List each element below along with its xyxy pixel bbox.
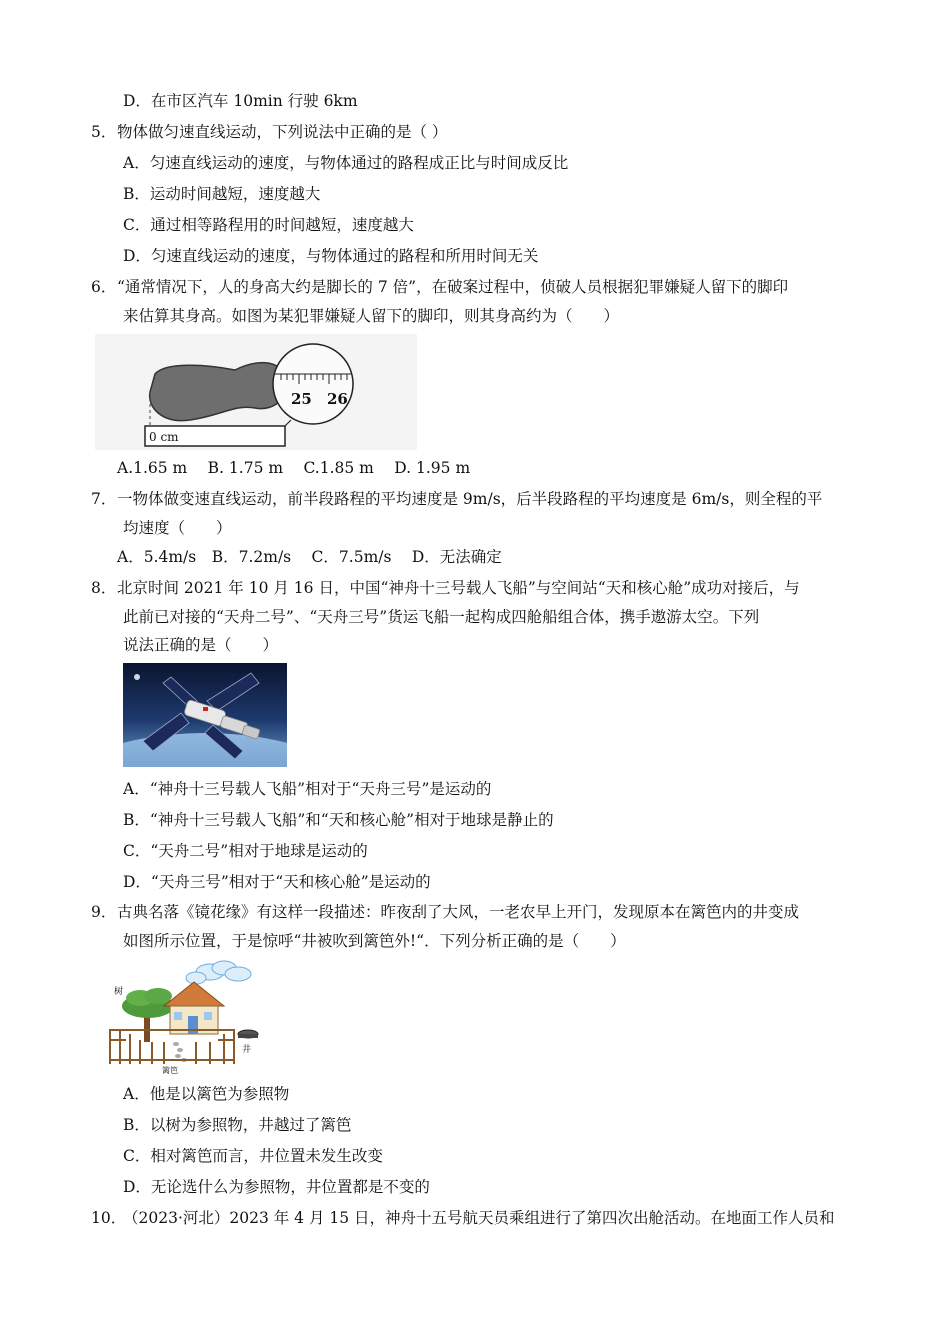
q10-number: 10． <box>91 1209 127 1227</box>
q6-options: A.1.65 m B. 1.75 m C.1.85 m D. 1.95 m <box>117 459 471 477</box>
q8-stem-line1: 北京时间 2021 年 10 月 16 日，中国“神舟十三号载人飞船”与空间站“天和核心舱”成功对接后，与 <box>117 579 800 597</box>
fence-icon <box>110 1030 234 1064</box>
q4-option-d: D．在市区汽车 10min 行驶 6km <box>123 92 358 110</box>
q6-stem-line1: “通常情况下，人的身高大约是脚长的 7 倍”，在破案过程中，侦破人员根据犯罪嫌疑人留下的脚印 <box>117 278 789 296</box>
q7-stem-line2: 均速度（ ） <box>123 519 232 537</box>
well-label: 井 <box>242 1045 252 1055</box>
q8-stem-line3: 说法正确的是（ ） <box>123 636 279 654</box>
q7-number: 7． <box>91 490 117 508</box>
cloud-icon <box>186 961 251 984</box>
q5-option-d: D．匀速直线运动的速度，与物体通过的路程和所用时间无关 <box>123 247 539 265</box>
q6-stem-line2: 来估算其身高。如图为某犯罪嫌疑人留下的脚印，则其身高约为（ ） <box>123 307 620 325</box>
q7-options: A．5.4m/s B．7.2m/s C．7.5m/s D．无法确定 <box>117 548 502 566</box>
moon-icon <box>134 674 140 680</box>
q7-stem-line1: 一物体做变速直线运动，前半段路程的平均速度是 9m/s，后半段路程的平均速度是 6m/s，则全程的平 <box>117 490 823 508</box>
q5-stem: 物体做匀速直线运动，下列说法中正确的是（ ） <box>117 123 448 141</box>
space-station-image <box>123 663 287 767</box>
q9-number: 9． <box>91 903 117 921</box>
footprint-figure <box>95 334 417 450</box>
tick-25-label: 25 <box>291 390 312 408</box>
q9-option-b: B．以树为参照物，井越过了篱笆 <box>123 1116 352 1134</box>
q9-option-a: A．他是以篱笆为参照物 <box>123 1085 290 1103</box>
q5-option-c: C．通过相等路程用的时间越短，速度越大 <box>123 216 414 234</box>
q10-stem-line1: （2023·河北）2023 年 4 月 15 日，神舟十五号航天员乘组进行了第四次出舱活动。在地面工作人员和 <box>123 1209 835 1227</box>
tick-26-label: 26 <box>327 390 348 408</box>
ruler-zero-label: 0 cm <box>149 430 179 444</box>
q8-stem-line2: 此前已对接的“天舟二号”、“天舟三号”货运飞船一起构成四舱船组合体，携手遨游太空。下列 <box>123 608 760 626</box>
q6-number: 6． <box>91 278 117 296</box>
tree-label: 树 <box>114 987 124 997</box>
q8-option-d: D．“天舟三号”相对于“天和核心舱”是运动的 <box>123 873 431 891</box>
q5-number: 5． <box>91 123 117 141</box>
well-icon <box>238 1030 258 1038</box>
q8-option-b: B．“神舟十三号载人飞船”和“天和核心舱”相对于地球是静止的 <box>123 811 554 829</box>
q9-option-c: C．相对篱笆而言，井位置未发生改变 <box>123 1147 383 1165</box>
q8-number: 8． <box>91 579 117 597</box>
q8-option-c: C．“天舟二号”相对于地球是运动的 <box>123 842 368 860</box>
fence-label: 篱笆 <box>162 1066 178 1074</box>
fence-well-figure <box>106 960 264 1074</box>
house-icon <box>164 982 224 1034</box>
q5-option-a: A．匀速直线运动的速度，与物体通过的路程成正比与时间成反比 <box>123 154 569 172</box>
q9-stem-line1: 古典名落《镜花缘》有这样一段描述：昨夜刮了大风，一老农早上开门，发现原本在篱笆内的井变成 <box>117 903 800 921</box>
tree-icon <box>122 988 174 1042</box>
q9-stem-line2: 如图所示位置，于是惊呼“井被吹到篱笆外!“．下列分析正确的是（ ） <box>123 932 626 950</box>
q5-option-b: B．运动时间越短，速度越大 <box>123 185 321 203</box>
q8-option-a: A．“神舟十三号载人飞船”相对于“天舟三号”是运动的 <box>123 780 492 798</box>
magnifier-icon <box>273 344 353 424</box>
q9-option-d: D．无论选什么为参照物，井位置都是不变的 <box>123 1178 430 1196</box>
